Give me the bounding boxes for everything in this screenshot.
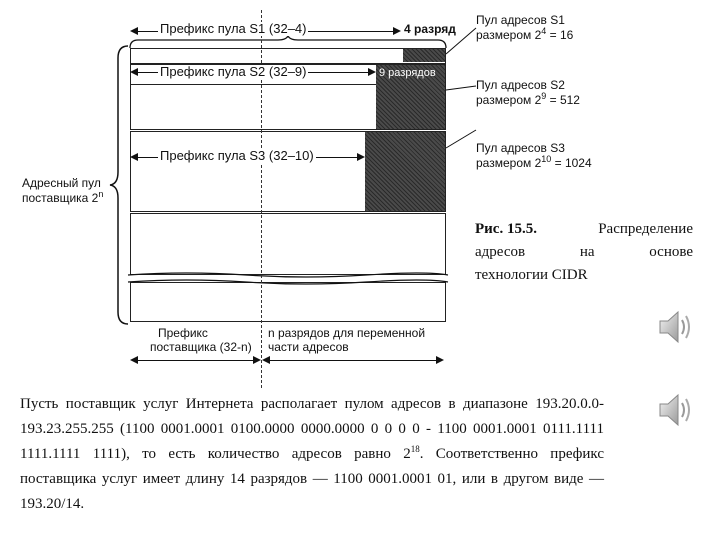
provider-prefix-label-line2: поставщика (32-n): [150, 340, 252, 354]
address-block-free-1: [130, 213, 446, 275]
caption-text-line1: Распределение: [598, 221, 693, 237]
provider-prefix-label-line1: Префикс: [158, 326, 208, 340]
provider-prefix-dimension: [134, 360, 257, 361]
break-mark: [126, 271, 450, 285]
s2-prefix-label: Префикс пула S2 (32–9): [160, 64, 307, 79]
body-paragraph: Пусть поставщик услуг Интернета располагает пулом адресов в диапазоне 193.20.0.0-193.23.255.255 (1100 0001.0001 0100.0000 0000.0000 0 0 0 0 - 1100 0001.0001 0111.1111 1111.1111 1111), то есть количество адресов равно $2^{18}$. Соответственно префикс поставщика услуг имеет длину 14 разрядов — 1100 0001.0001 01, или в другом виде — 193.20/14.: [20, 396, 604, 512]
s1-pool-title: Пул адресов S1: [476, 13, 565, 27]
caption-label: Рис. 15.5.: [475, 221, 537, 237]
s1-pool-size: размером $2^4 = 16$: [476, 26, 574, 42]
arrow-left-icon: [130, 153, 138, 161]
s1-prefix-label: Префикс пула S1 (32–4): [160, 21, 307, 36]
s3-prefix-label: Префикс пула S3 (32–10): [160, 148, 314, 163]
s2-pool-size: размером $2^9 = 512$: [476, 91, 580, 107]
arrow-right-icon: [436, 356, 444, 364]
leader-lines: [440, 20, 480, 160]
speaker-icon[interactable]: [656, 307, 696, 347]
s2-pool-title: Пул адресов S2: [476, 78, 565, 92]
arrow-right-icon: [393, 27, 401, 35]
arrow-left-icon: [130, 27, 138, 35]
arrow-right-icon: [368, 68, 376, 76]
caption-text-line3: технологии CIDR: [475, 267, 588, 283]
s1-bits-label: 4 разряд: [404, 22, 456, 36]
arrow-left-icon: [130, 68, 138, 76]
address-block-s1: [130, 48, 446, 64]
variable-bits-label-line2: части адресов: [268, 340, 349, 354]
arrow-right-icon: [253, 356, 261, 364]
s3-pool-title: Пул адресов S3: [476, 141, 565, 155]
figure-caption: [475, 218, 693, 287]
variable-bits-dimension: [266, 360, 440, 361]
arrow-left-icon: [130, 356, 138, 364]
s3-host-part: [365, 132, 445, 211]
arrow-left-icon: [262, 356, 270, 364]
arrow-right-icon: [357, 153, 365, 161]
provider-pool-label-line2: поставщика 2$^n$: [22, 189, 104, 205]
s1-host-part: [403, 49, 445, 62]
caption-word: адресов: [475, 244, 526, 260]
caption-word: на: [579, 244, 595, 260]
address-block-free-2: [130, 282, 446, 322]
caption-word: основе: [649, 244, 693, 260]
s2-bits-label: 9 разрядов: [379, 67, 436, 79]
s3-pool-size: размером $2^{10} = 1024$: [476, 154, 592, 170]
provider-pool-label-line1: Адресный пул: [22, 176, 101, 190]
speaker-icon[interactable]: [656, 390, 696, 430]
variable-bits-label-line1: n разрядов для переменной: [268, 326, 426, 340]
